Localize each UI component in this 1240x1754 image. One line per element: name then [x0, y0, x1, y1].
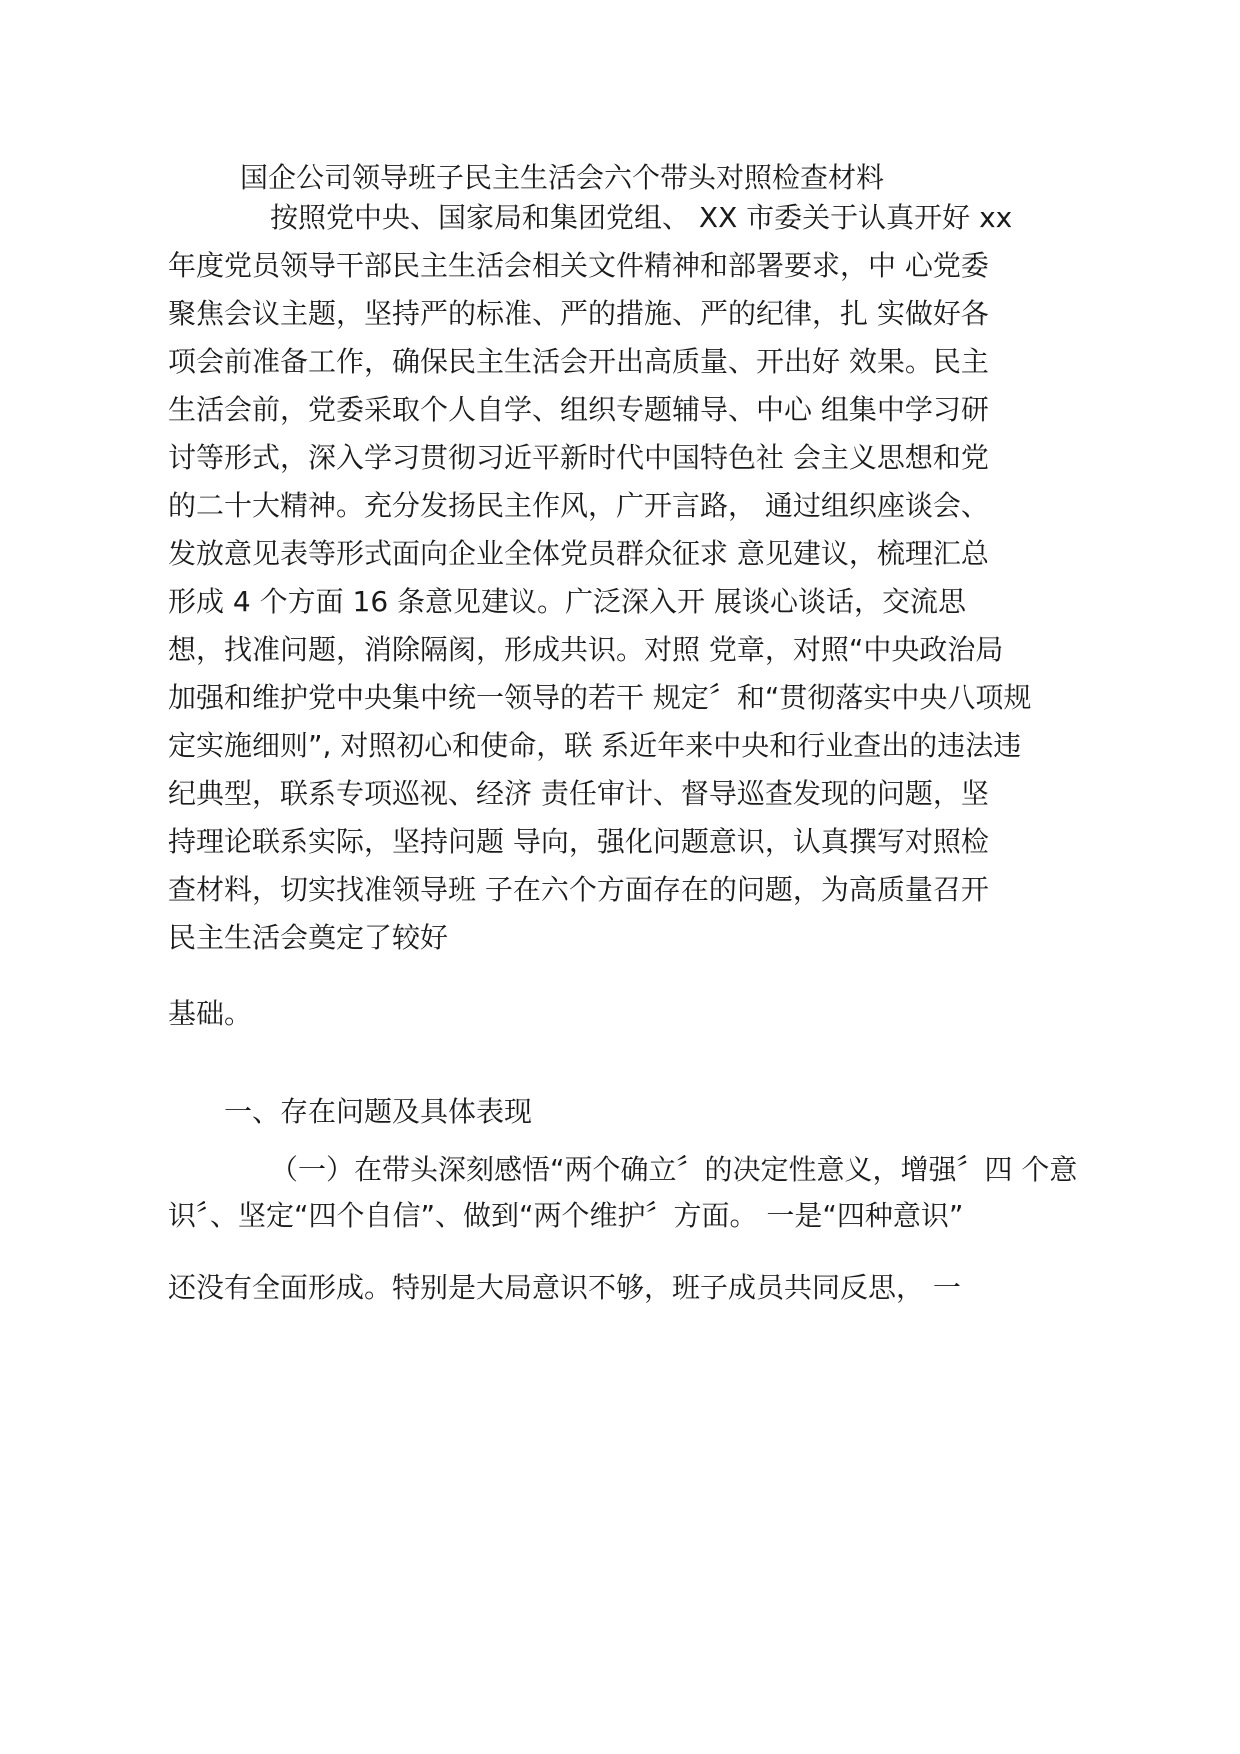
last-line: 还没有全面形成。特别是大局意识不够，班子成员共同反思， 一 — [168, 1271, 961, 1304]
intro-line: 讨等形式，深入学习贯彻习近平新时代中国特色社 会主义思想和党 — [168, 441, 989, 474]
intro-line: 聚焦会议主题，坚持严的标准、严的措施、严的纪律，扎 实做好各 — [168, 297, 989, 330]
intro-line: 加强和维护党中央集中统一领导的若干 规定〞和“贯彻落实中央八项规 — [168, 681, 1032, 714]
intro-line: 项会前准备工作，确保民主生活会开出高质量、开出好 效果。民主 — [168, 345, 989, 378]
intro-line: 形成 4 个方面 16 条意见建议。广泛深入开 展谈心谈话，交流思 — [168, 585, 966, 618]
intro-line: 想，找准问题，消除隔阂，形成共识。对照 党章，对照“中央政治局 — [168, 633, 1004, 666]
intro-line: 民主生活会奠定了较好 — [168, 921, 449, 954]
intro-line: 定实施细则”, 对照初心和使命，联 系近年来中央和行业查出的违法违 — [168, 729, 1022, 762]
subsection-line: （一）在带头深刻感悟“两个确立〞的决定性意义，增强〞四 个意 — [270, 1153, 1078, 1186]
intro-line: 持理论联系实际，坚持问题 导向，强化问题意识，认真撰写对照检 — [168, 825, 989, 858]
intro-line: 纪典型，联系专项巡视、经济 责任审计、督导巡查发现的问题，坚 — [168, 777, 989, 810]
intro-line: 按照党中央、国家局和集团党组、 XX 市委关于认真开好 xx — [270, 201, 1013, 234]
intro-line: 年度党员领导干部民主生活会相关文件精神和部署要求，中 心党委 — [168, 249, 989, 282]
intro-tail: 基础。 — [168, 997, 253, 1030]
intro-line: 查材料，切实找准领导班 子在六个方面存在的问题，为高质量召开 — [168, 873, 989, 906]
intro-line: 的二十大精神。充分发扬民主作风，广开言路， 通过组织座谈会、 — [168, 489, 989, 522]
section-heading: 一、存在问题及具体表现 — [224, 1095, 533, 1128]
intro-line: 发放意见表等形式面向企业全体党员群众征求 意见建议，梳理汇总 — [168, 537, 989, 570]
document-title: 国企公司领导班子民主生活会六个带头对照检查材料 — [240, 161, 885, 194]
subsection-line: 识〞、坚定“四个自信”、做到“两个维护〞方面。 一是“四种意识” — [168, 1199, 964, 1232]
intro-line: 生活会前，党委采取个人自学、组织专题辅导、中心 组集中学习研 — [168, 393, 989, 426]
